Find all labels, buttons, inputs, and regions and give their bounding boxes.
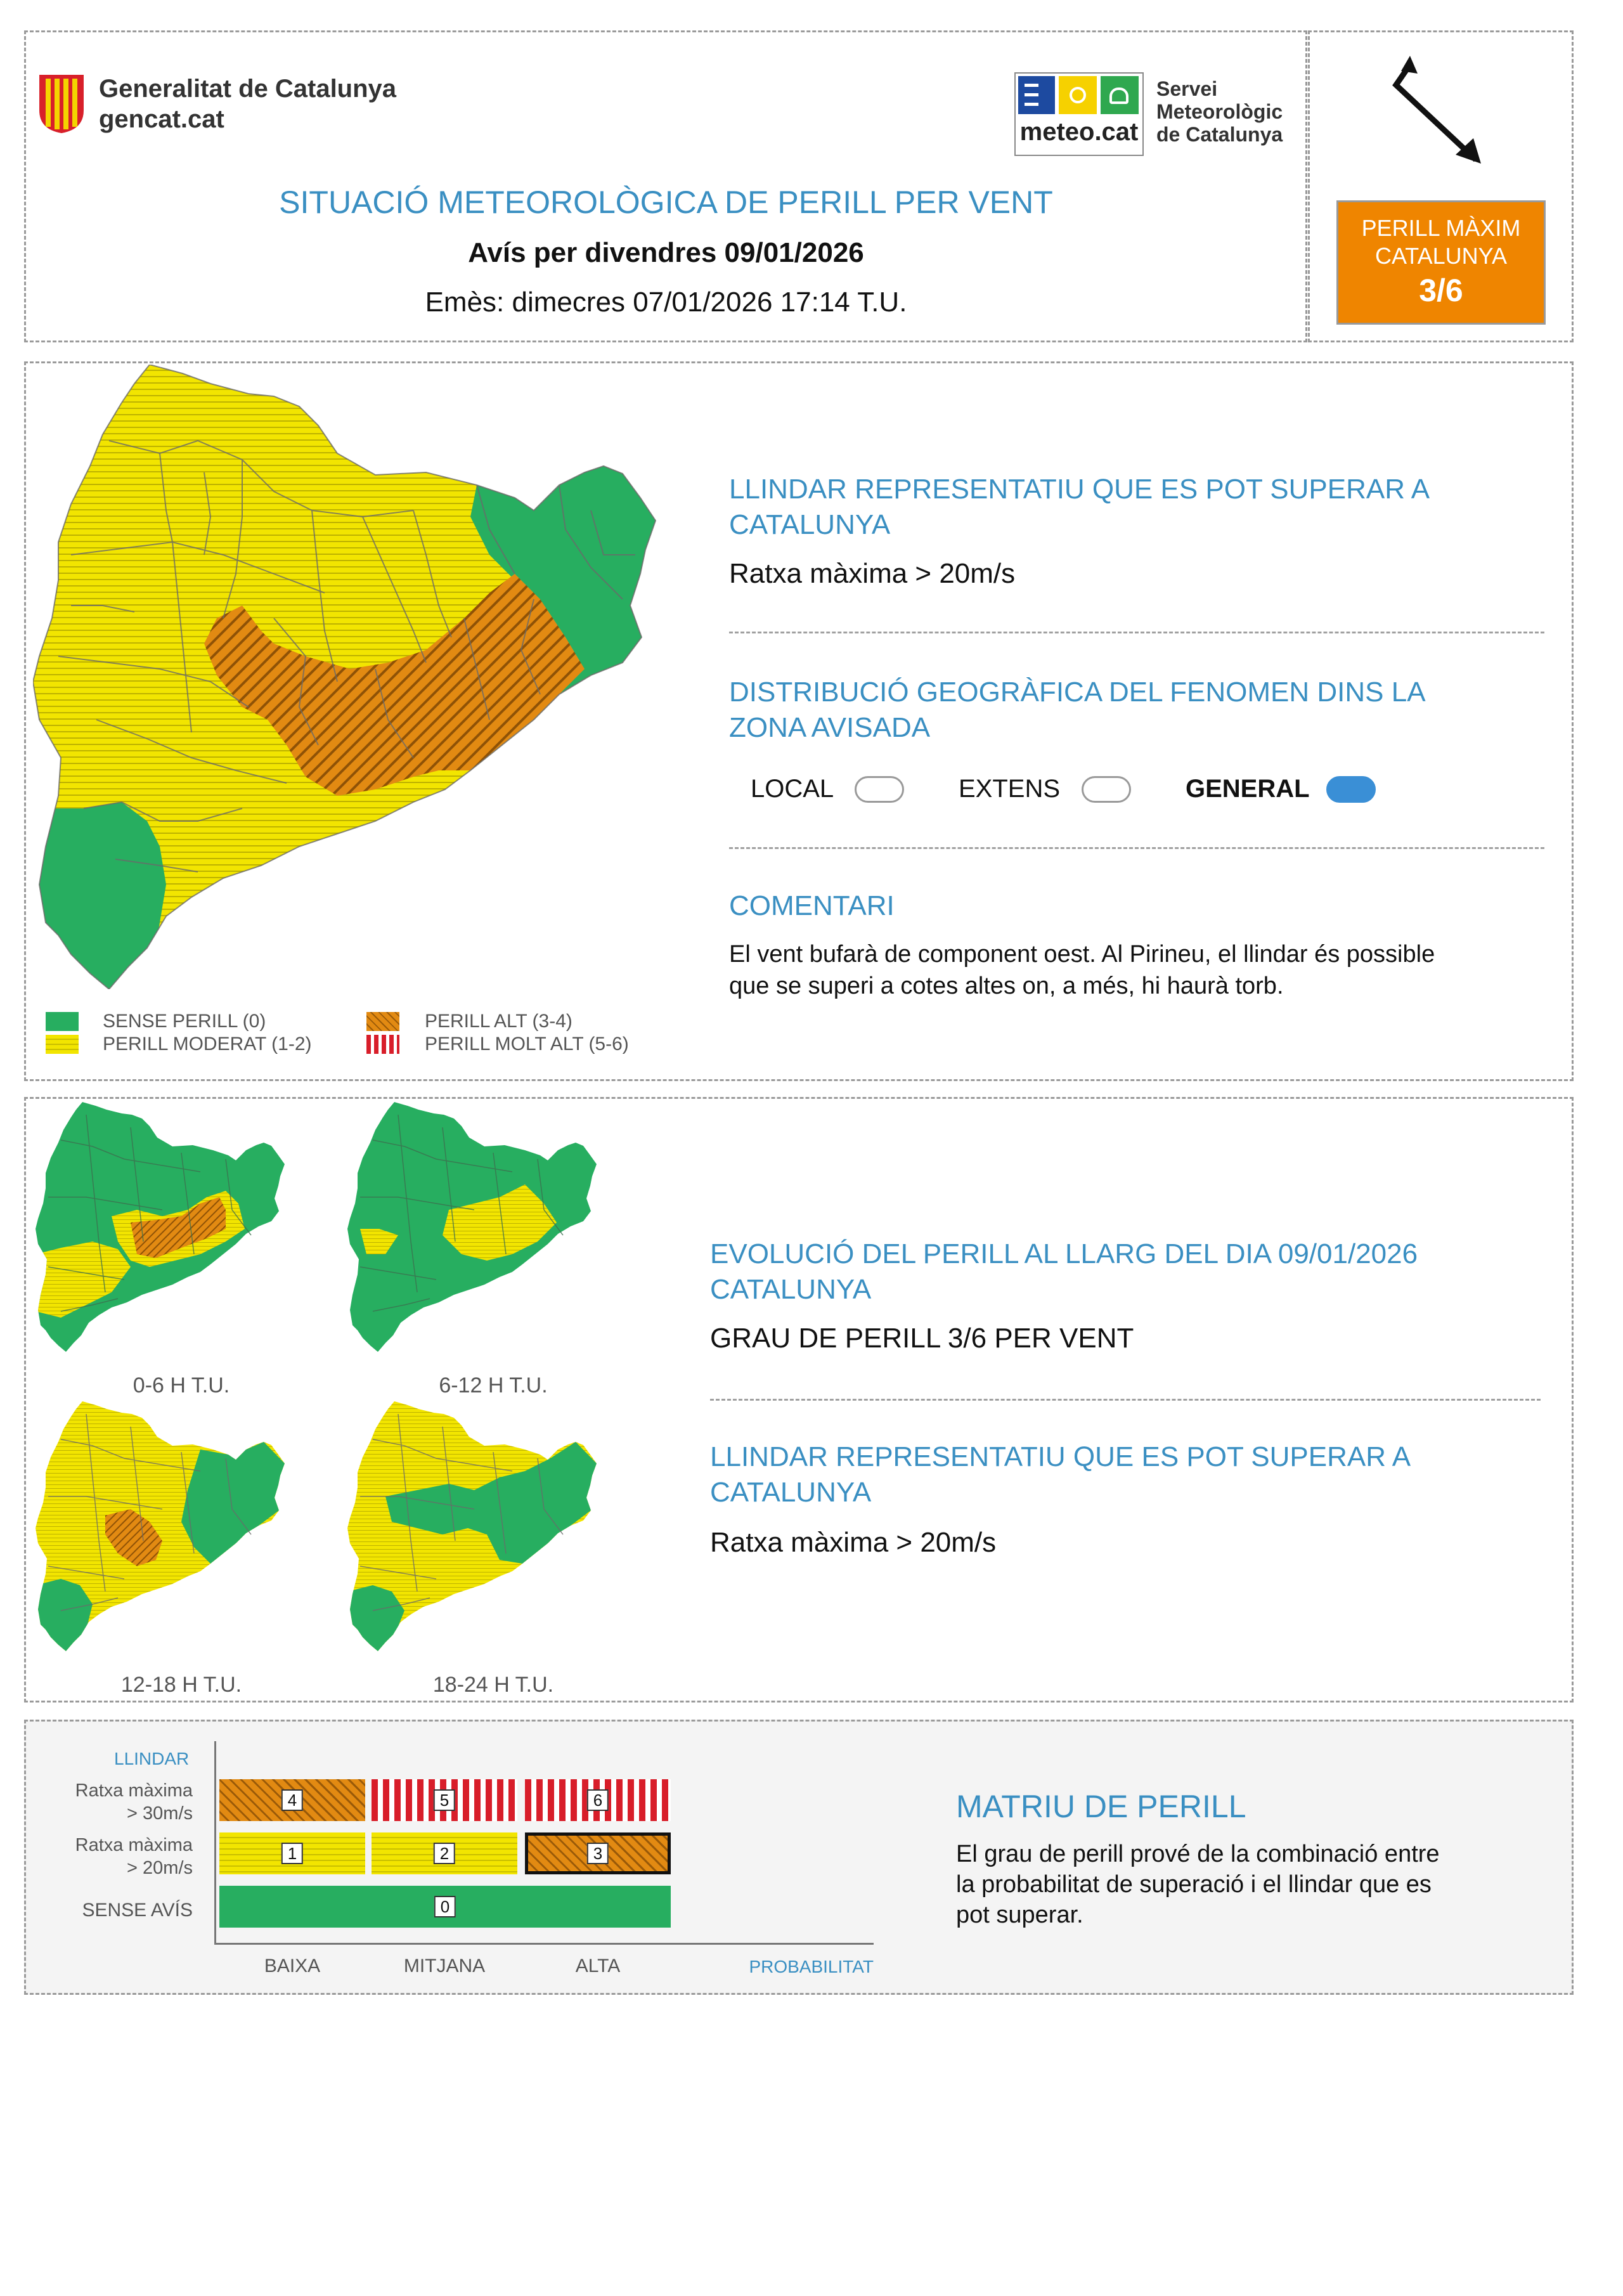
divider-2 xyxy=(729,847,1544,849)
legend-swatch-green xyxy=(46,1012,79,1031)
evolution-heading-line1: EVOLUCIÓ DEL PERILL AL LLARG DEL DIA 09/01/2026 xyxy=(710,1238,1418,1269)
matrix-cell-2: 2 xyxy=(372,1832,517,1874)
matrix-row1-label-line1: Ratxa màxima xyxy=(75,1780,193,1801)
meteocat-logo-sun-icon xyxy=(1059,76,1097,114)
divider-3 xyxy=(710,1399,1541,1401)
legend-label-yellow: PERILL MODERAT (1-2) xyxy=(103,1034,312,1054)
comment-line2: que se superi a cotes altes on, a més, hi haurà torb. xyxy=(729,973,1284,999)
matrix-row3-label: SENSE AVÍS xyxy=(82,1900,193,1921)
threshold-heading-line1: LLINDAR REPRESENTATIU QUE ES POT SUPERAR A xyxy=(729,474,1430,505)
gencat-url: gencat.cat xyxy=(99,105,224,133)
matrix-x-label-mitjana: MITJANA xyxy=(403,1955,486,1976)
comment-text xyxy=(729,938,1435,1002)
smc-name-2: Meteorològic xyxy=(1156,100,1283,123)
matrix-cell-0: 0 xyxy=(219,1886,671,1928)
matrix-cell-5: 5 xyxy=(372,1779,517,1821)
catalonia-main-map xyxy=(33,365,661,989)
evolution-threshold-heading-line2: CATALUNYA xyxy=(710,1477,872,1508)
evolution-map-0-6 xyxy=(36,1102,289,1356)
max-danger-badge xyxy=(1336,200,1546,325)
evolution-map-label-18-24: 18-24 H T.U. xyxy=(432,1673,554,1697)
divider-1 xyxy=(729,632,1544,633)
evolution-map-label-0-6: 0-6 H T.U. xyxy=(133,1373,230,1398)
matrix-cell-3-highlighted: 3 xyxy=(525,1832,671,1874)
max-danger-label-2: CATALUNYA xyxy=(1374,243,1508,269)
matrix-cell-1: 1 xyxy=(219,1832,365,1874)
evolution-heading-line2: CATALUNYA xyxy=(710,1274,872,1305)
evolution-heading xyxy=(710,1236,1418,1307)
evolution-map-12-18 xyxy=(36,1401,289,1655)
meteocat-logo-blue-icon xyxy=(1018,76,1055,114)
matrix-row2-label-line1: Ratxa màxima xyxy=(75,1835,193,1855)
evolution-threshold-heading-line1: LLINDAR REPRESENTATIU QUE ES POT SUPERAR A xyxy=(710,1441,1411,1472)
legend-swatch-yellow xyxy=(46,1035,79,1054)
matrix-cell-6: 6 xyxy=(525,1779,671,1821)
evolution-threshold-heading xyxy=(710,1439,1411,1510)
distribution-general-toggle[interactable] xyxy=(1326,776,1376,803)
issued-timestamp: Emès: dimecres 07/01/2026 17:14 T.U. xyxy=(425,287,907,318)
matrix-description-line1: El grau de perill prové de la combinació entre xyxy=(956,1841,1440,1867)
matrix-y-axis-label: LLINDAR xyxy=(114,1749,190,1768)
smc-name-3: de Catalunya xyxy=(1156,123,1283,146)
matrix-x-axis xyxy=(214,1943,874,1945)
meteocat-logo-green-icon xyxy=(1101,76,1139,114)
wind-direction-arrow-icon xyxy=(1381,53,1489,167)
matrix-y-axis xyxy=(214,1741,216,1944)
matrix-row2-label xyxy=(25,1834,193,1879)
matrix-description-line3: pot superar. xyxy=(956,1902,1083,1928)
evolution-map-18-24 xyxy=(347,1401,601,1655)
threshold-heading-line2: CATALUNYA xyxy=(729,509,891,540)
evolution-map-6-12 xyxy=(347,1102,601,1356)
evolution-threshold-value: Ratxa màxima > 20m/s xyxy=(710,1527,997,1558)
matrix-description-line2: la probabilitat de superació i el llindar que es xyxy=(956,1871,1432,1898)
evolution-value: GRAU DE PERILL 3/6 PER VENT xyxy=(710,1323,1134,1354)
matrix-x-axis-label: PROBABILITAT xyxy=(749,1957,874,1976)
warning-date: Avís per divendres 09/01/2026 xyxy=(468,237,864,268)
threshold-heading xyxy=(729,472,1430,543)
distribution-local-label: LOCAL xyxy=(751,775,834,803)
threshold-value: Ratxa màxima > 20m/s xyxy=(729,558,1016,589)
distribution-heading-line2: ZONA AVISADA xyxy=(729,712,931,743)
distribution-general-label: GENERAL xyxy=(1186,775,1310,803)
matrix-x-label-alta: ALTA xyxy=(575,1955,621,1976)
matrix-cell-4: 4 xyxy=(219,1779,365,1821)
legend-swatch-orange xyxy=(366,1012,399,1031)
distribution-heading xyxy=(729,675,1426,746)
legend-label-green: SENSE PERILL (0) xyxy=(103,1011,266,1032)
meteocat-logo xyxy=(1014,72,1144,156)
page-title: SITUACIÓ METEOROLÒGICA DE PERILL PER VENT xyxy=(279,185,1053,220)
matrix-row1-label-line2: > 30m/s xyxy=(127,1803,193,1824)
legend-label-red: PERILL MOLT ALT (5-6) xyxy=(425,1034,629,1054)
matrix-row1-label xyxy=(25,1779,193,1825)
gencat-name: Generalitat de Catalunya xyxy=(99,75,397,103)
distribution-extens-toggle[interactable] xyxy=(1082,776,1131,803)
gencat-logo-icon xyxy=(36,72,87,134)
evolution-map-label-6-12: 6-12 H T.U. xyxy=(439,1373,548,1398)
distribution-extens-label: EXTENS xyxy=(959,775,1061,803)
matrix-heading: MATRIU DE PERILL xyxy=(956,1789,1246,1824)
matrix-x-label-baixa: BAIXA xyxy=(264,1955,321,1976)
matrix-row2-label-line2: > 20m/s xyxy=(127,1858,193,1878)
legend-swatch-red xyxy=(366,1035,399,1054)
comment-heading: COMENTARI xyxy=(729,890,895,921)
distribution-heading-line1: DISTRIBUCIÓ GEOGRÀFICA DEL FENOMEN DINS LA xyxy=(729,677,1426,708)
max-danger-label-1: PERILL MÀXIM xyxy=(1361,215,1521,241)
legend-label-orange: PERILL ALT (3-4) xyxy=(425,1011,572,1032)
max-danger-value: 3/6 xyxy=(1419,273,1463,308)
meteocat-logo-text: meteo.cat xyxy=(1019,118,1139,146)
smc-name-1: Servei xyxy=(1156,77,1218,100)
distribution-local-toggle[interactable] xyxy=(855,776,904,803)
matrix-description xyxy=(956,1839,1440,1930)
evolution-map-label-12-18: 12-18 H T.U. xyxy=(120,1673,242,1697)
comment-line1: El vent bufarà de component oest. Al Pirineu, el llindar és possible xyxy=(729,941,1435,968)
